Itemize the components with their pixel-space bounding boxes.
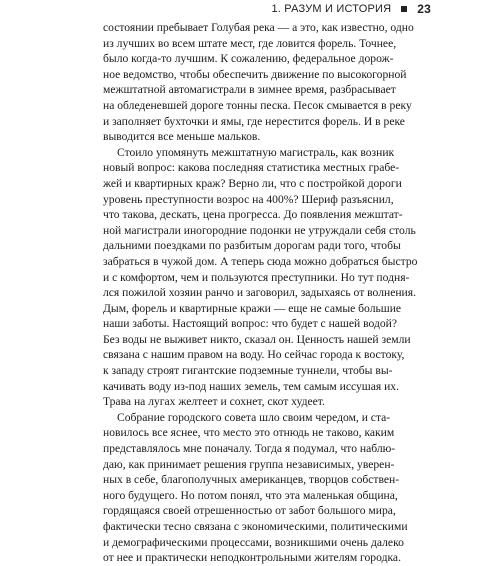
paragraph [103,20,414,145]
text-line: Дым, форель и квартирные кражи — еще не самые большие [103,301,402,315]
text-line: фактически тесно связана с экономическими, политическими [103,520,408,533]
text-line: Трава на лугах желтеет и сохнет, скот худеет. [103,395,325,409]
text-line: из лучших во всем штате мест, где ловится форель. Точнее, [103,36,397,50]
text-line: ной магистрали иногородние подонки не утруждали себя столь [103,223,416,237]
text-line: и заполняет бухточки и ямы, где нерестится форель. И в реке [103,114,405,128]
text-line: от нее и практически неподконтрольными жителям городка. [103,551,401,565]
text-line: к западу строят гигантские подземные туннели, чтобы вы- [103,364,393,378]
chapter-title: 1. РАЗУМ И ИСТОРИЯ [271,3,392,15]
text-line: новый вопрос: какова последняя статистика местных грабе- [103,161,400,175]
text-line: ных в себе, благополучных американцев, творцов собствен- [103,473,400,487]
text-line: ное ведомство, чтобы обеспечить движение по высокогорной [103,67,407,81]
text-line: выводится все меньше мальков. [103,130,261,144]
text-line: межштатной автомагистрали в зимнее время, разбрасывает [103,83,396,97]
text-line: забраться в чужой дом. А теперь сюда можно добраться быстро [103,254,418,268]
text-line: представлялось мне поначалу. Тогда я подумал, что наблю- [103,442,396,456]
text-line: ного будущего. Но потом понял, что эта маленькая община, [103,488,398,502]
paragraph [103,410,408,566]
text-line: уровень преступности возрос на 400%? Шериф разъяснил, [103,192,394,206]
text-line: качивать воду из-под наших земель, тем самым иссушая их. [103,379,399,393]
text-line: лся пожилой хозяин ранчо и заговорил, задыхаясь от волнения. [103,286,416,300]
text-line: и с комфортом, чем и пользуются преступники. Но тут подня- [103,270,410,284]
text-line: и демографическими процессами, возникшими очень далеко [103,535,404,549]
text-line: что такова, дескать, цена прогресса. До появления межштат- [103,208,403,222]
text-line: на обледеневшей дороге тонны песка. Песок смывается в реку [103,98,412,112]
separator-square-icon [401,6,407,12]
text-line: жей и квартирных краж? Верно ли, что с постройкой дороги [103,176,402,190]
text-line: наши заботы. Настоящий вопрос: что будет с нашей водой? [103,317,398,331]
page-number: 23 [417,2,431,16]
text-line: состоянии пребывает Голубая река — а это, как известно, одно [103,21,414,34]
text-line: было когда-то лучшим. К сожалению, федеральное дорож- [103,52,394,66]
text-line: Стоило упомянуть межштатную магистраль, как возник [117,145,395,159]
text-line: Без воды не выживет никто, сказал он. Ценность нашей земли [103,332,411,346]
text-line: Собрание городского совета шло своим чередом, и ста- [117,410,391,424]
text-line: гордящаяся своей отрешенностью от забот большого мира, [103,504,396,518]
running-header [271,2,431,16]
body-text [103,20,418,566]
text-line: дальними поездками по разбитым дорогам ради того, чтобы [103,239,401,253]
paragraph [103,145,418,410]
text-line: даю, как принимает решения группа независимых, уверен- [103,457,395,471]
text-line: новилось все яснее, что место это отнюдь не таково, каким [103,426,395,440]
text-line: связана с нашим правом на воду. Но сейчас города к востоку, [103,348,405,362]
